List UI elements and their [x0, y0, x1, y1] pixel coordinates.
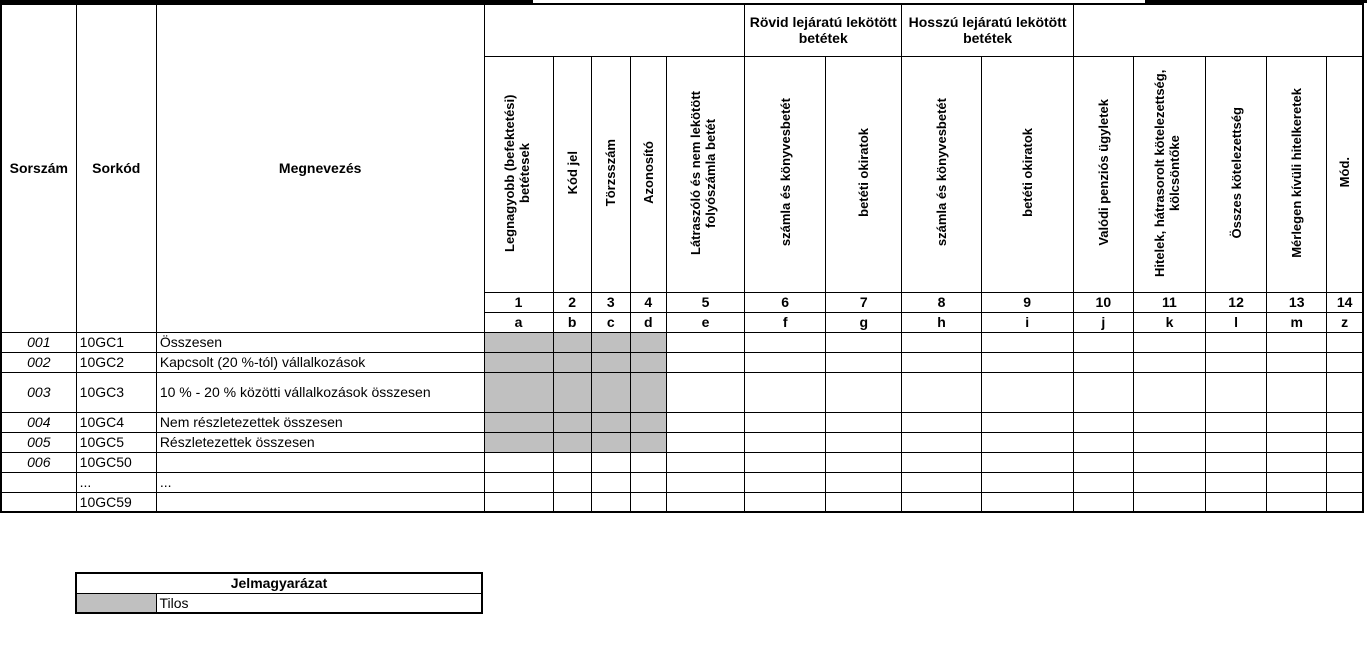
- col-letter-10: j: [1073, 312, 1133, 332]
- cell-disabled: [553, 412, 591, 432]
- legend-table: [75, 572, 483, 614]
- cell-input[interactable]: [591, 452, 630, 472]
- cell-disabled: [553, 332, 591, 352]
- cell-input[interactable]: [630, 472, 666, 492]
- table-row: [1, 432, 1363, 452]
- row-megnevezes[interactable]: [156, 452, 484, 472]
- header-group-short: Rövid lejáratú lekötött betétek: [745, 4, 902, 56]
- col-letter-4: d: [630, 312, 666, 332]
- legend-item-label: Tilos: [156, 593, 482, 613]
- col-label-13: Mérlegen kívüli hitelkeretek: [1289, 87, 1305, 258]
- col-letter-1: a: [484, 312, 553, 332]
- col-num-14: 14: [1327, 292, 1363, 312]
- cell-input[interactable]: [1327, 372, 1363, 412]
- header-sorkod: Sorkód: [76, 4, 156, 332]
- row-sorszam: 001: [1, 332, 76, 352]
- row-sorkod: 10GC1: [76, 332, 156, 352]
- col-label-4: Azonosító: [640, 141, 656, 204]
- row-sorkod: 10GC5: [76, 432, 156, 452]
- col-header-8: [902, 56, 981, 292]
- header-blank-left: [484, 4, 745, 56]
- cell-input[interactable]: [902, 412, 981, 432]
- col-num-2: 2: [553, 292, 591, 312]
- cell-input[interactable]: [484, 492, 553, 512]
- header-megnevezes: Megnevezés: [156, 4, 484, 332]
- col-letter-8: h: [902, 312, 981, 332]
- cell-input[interactable]: [553, 492, 591, 512]
- cell-input[interactable]: [1206, 452, 1267, 472]
- col-label-5: Látraszóló és nem lekötött folyószámla betét: [688, 90, 719, 255]
- cell-input[interactable]: [666, 492, 744, 512]
- cell-input[interactable]: [745, 412, 826, 432]
- row-megnevezes: Nem részletezettek összesen: [156, 412, 484, 432]
- table-row: [1, 492, 1363, 512]
- row-sorszam: 002: [1, 352, 76, 372]
- cell-input[interactable]: [826, 332, 902, 352]
- col-header-9: [981, 56, 1073, 292]
- col-label-11: Hitelek, hátrasorolt kötelezettség, kölcsöntőke: [1152, 68, 1183, 277]
- col-header-13: [1267, 56, 1327, 292]
- cell-input[interactable]: [1133, 492, 1205, 512]
- cell-input[interactable]: [1327, 472, 1363, 492]
- cell-disabled: [630, 352, 666, 372]
- cell-input[interactable]: [826, 412, 902, 432]
- col-num-7: 7: [826, 292, 902, 312]
- cell-input[interactable]: [745, 332, 826, 352]
- col-num-3: 3: [591, 292, 630, 312]
- cell-disabled: [630, 372, 666, 412]
- cell-input[interactable]: [1267, 432, 1327, 452]
- cell-input[interactable]: [1267, 452, 1327, 472]
- table-row: [1, 352, 1363, 372]
- row-megnevezes: 10 % - 20 % közötti vállalkozások összesen: [156, 372, 484, 412]
- cell-input[interactable]: [981, 432, 1073, 452]
- cell-input[interactable]: [1073, 412, 1133, 432]
- col-header-14: [1327, 56, 1363, 292]
- legend-title: Jelmagyarázat: [76, 573, 482, 593]
- row-sorszam: 003: [1, 372, 76, 412]
- cell-disabled: [484, 332, 553, 352]
- cell-input[interactable]: [630, 452, 666, 472]
- cell-input[interactable]: [902, 472, 981, 492]
- cell-input[interactable]: [666, 472, 744, 492]
- cell-input[interactable]: [745, 492, 826, 512]
- col-letter-6: f: [745, 312, 826, 332]
- cell-disabled: [484, 372, 553, 412]
- row-sorszam: 004: [1, 412, 76, 432]
- cell-disabled: [484, 432, 553, 452]
- cell-disabled: [553, 372, 591, 412]
- col-letter-2: b: [553, 312, 591, 332]
- cell-input[interactable]: [981, 372, 1073, 412]
- cell-input[interactable]: [1073, 472, 1133, 492]
- cell-input[interactable]: [745, 452, 826, 472]
- col-num-8: 8: [902, 292, 981, 312]
- cell-input[interactable]: [1073, 432, 1133, 452]
- cell-disabled: [484, 412, 553, 432]
- cell-input[interactable]: [1133, 412, 1205, 432]
- cell-input[interactable]: [745, 432, 826, 452]
- row-sorkod: 10GC3: [76, 372, 156, 412]
- cell-input[interactable]: [902, 352, 981, 372]
- cell-input[interactable]: [1206, 492, 1267, 512]
- row-sorkod: 10GC2: [76, 352, 156, 372]
- cell-input[interactable]: [1133, 472, 1205, 492]
- col-letter-3: c: [591, 312, 630, 332]
- cell-input[interactable]: [902, 492, 981, 512]
- cell-input[interactable]: [1206, 352, 1267, 372]
- cell-input[interactable]: [981, 412, 1073, 432]
- col-letter-9: i: [981, 312, 1073, 332]
- cell-input[interactable]: [1267, 372, 1327, 412]
- cell-input[interactable]: [666, 332, 744, 352]
- cell-input[interactable]: [1206, 332, 1267, 352]
- cell-input[interactable]: [484, 472, 553, 492]
- cell-input[interactable]: [666, 452, 744, 472]
- col-num-12: 12: [1206, 292, 1267, 312]
- row-megnevezes: Összesen: [156, 332, 484, 352]
- cell-input[interactable]: [1073, 332, 1133, 352]
- col-label-2: Kód jel: [564, 150, 580, 195]
- col-num-9: 9: [981, 292, 1073, 312]
- report-table: [0, 3, 1364, 513]
- cell-disabled: [484, 352, 553, 372]
- row-sorkod: 10GC50: [76, 452, 156, 472]
- cell-input[interactable]: [902, 372, 981, 412]
- col-label-6: számla és könyvesbetét: [777, 98, 793, 247]
- table-row: [1, 412, 1363, 432]
- header-sorszam: Sorszám: [1, 4, 76, 332]
- cell-disabled: [591, 352, 630, 372]
- cell-input[interactable]: [1073, 352, 1133, 372]
- col-header-12: [1206, 56, 1267, 292]
- cell-input[interactable]: [1327, 432, 1363, 452]
- col-num-11: 11: [1133, 292, 1205, 312]
- cell-input[interactable]: [902, 332, 981, 352]
- cell-input[interactable]: [1267, 472, 1327, 492]
- row-sorszam: 005: [1, 432, 76, 452]
- cell-input[interactable]: [1206, 432, 1267, 452]
- col-header-7: [826, 56, 902, 292]
- col-header-11: [1133, 56, 1205, 292]
- row-megnevezes: Kapcsolt (20 %-tól) vállalkozások: [156, 352, 484, 372]
- cell-disabled: [591, 332, 630, 352]
- cell-input[interactable]: [981, 352, 1073, 372]
- col-header-5: [666, 56, 744, 292]
- col-num-4: 4: [630, 292, 666, 312]
- cell-input[interactable]: [591, 492, 630, 512]
- col-letter-11: k: [1133, 312, 1205, 332]
- cell-input[interactable]: [1267, 332, 1327, 352]
- col-letter-7: g: [826, 312, 902, 332]
- col-header-4: [630, 56, 666, 292]
- table-row: [1, 372, 1363, 412]
- col-label-12: Összes kötelezettség: [1228, 106, 1244, 239]
- cell-input[interactable]: [981, 492, 1073, 512]
- cell-input[interactable]: [553, 452, 591, 472]
- col-label-3: Törzsszám: [603, 138, 619, 207]
- cell-input[interactable]: [745, 472, 826, 492]
- cell-input[interactable]: [902, 452, 981, 472]
- cell-input[interactable]: [826, 492, 902, 512]
- cell-input[interactable]: [826, 432, 902, 452]
- cell-input[interactable]: [745, 372, 826, 412]
- row-sorszam: [1, 472, 76, 492]
- cell-input[interactable]: [1133, 372, 1205, 412]
- legend-swatch: [76, 593, 156, 613]
- cell-input[interactable]: [1073, 452, 1133, 472]
- cell-input[interactable]: [1327, 452, 1363, 472]
- cell-input[interactable]: [484, 452, 553, 472]
- row-sorkod: ...: [76, 472, 156, 492]
- cell-input[interactable]: [826, 472, 902, 492]
- col-header-1: [484, 56, 553, 292]
- cell-input[interactable]: [1327, 412, 1363, 432]
- cell-input[interactable]: [826, 352, 902, 372]
- row-sorkod: 10GC59: [76, 492, 156, 512]
- cell-input[interactable]: [553, 472, 591, 492]
- cell-input[interactable]: [1267, 352, 1327, 372]
- cell-input[interactable]: [981, 332, 1073, 352]
- cell-input[interactable]: [1133, 432, 1205, 452]
- col-header-6: [745, 56, 826, 292]
- cell-input[interactable]: [981, 452, 1073, 472]
- col-label-10: Valódi penziós ügyletek: [1095, 99, 1111, 246]
- row-megnevezes: ...: [156, 472, 484, 492]
- col-label-7: betéti okiratok: [856, 128, 872, 217]
- col-header-2: [553, 56, 591, 292]
- cell-input[interactable]: [1133, 452, 1205, 472]
- col-label-9: betéti okiratok: [1019, 128, 1035, 217]
- row-sorszam: [1, 492, 76, 512]
- cell-disabled: [630, 432, 666, 452]
- cell-input[interactable]: [666, 412, 744, 432]
- cell-input[interactable]: [1073, 372, 1133, 412]
- table-row: [1, 332, 1363, 352]
- cell-input[interactable]: [1327, 332, 1363, 352]
- cell-input[interactable]: [745, 352, 826, 372]
- cell-input[interactable]: [1267, 412, 1327, 432]
- cell-input[interactable]: [666, 352, 744, 372]
- col-num-6: 6: [745, 292, 826, 312]
- cell-disabled: [553, 432, 591, 452]
- col-num-1: 1: [484, 292, 553, 312]
- cell-disabled: [591, 412, 630, 432]
- col-header-3: [591, 56, 630, 292]
- col-header-10: [1073, 56, 1133, 292]
- cell-input[interactable]: [666, 432, 744, 452]
- col-label-1: Legnagyobb (befektetési) betétesek: [501, 93, 532, 252]
- cell-disabled: [591, 372, 630, 412]
- col-label-8: számla és könyvesbetét: [933, 98, 949, 247]
- cell-input[interactable]: [826, 452, 902, 472]
- cell-input[interactable]: [981, 472, 1073, 492]
- row-megnevezes[interactable]: [156, 492, 484, 512]
- col-label-14: Mód.: [1337, 157, 1353, 188]
- col-letter-13: m: [1267, 312, 1327, 332]
- cell-input[interactable]: [1327, 492, 1363, 512]
- col-num-5: 5: [666, 292, 744, 312]
- col-num-10: 10: [1073, 292, 1133, 312]
- cell-input[interactable]: [1133, 352, 1205, 372]
- table-row: [1, 472, 1363, 492]
- cell-disabled: [553, 352, 591, 372]
- header-blank-right: [1073, 4, 1363, 56]
- row-sorszam: 006: [1, 452, 76, 472]
- cell-input[interactable]: [1206, 412, 1267, 432]
- cell-input[interactable]: [1267, 492, 1327, 512]
- cell-input[interactable]: [826, 372, 902, 412]
- col-letter-5: e: [666, 312, 744, 332]
- header-group-long: Hosszú lejáratú lekötött betétek: [902, 4, 1073, 56]
- cell-input[interactable]: [1073, 492, 1133, 512]
- cell-input[interactable]: [902, 432, 981, 452]
- col-num-13: 13: [1267, 292, 1327, 312]
- cell-disabled: [591, 432, 630, 452]
- cell-input[interactable]: [630, 492, 666, 512]
- cell-input[interactable]: [1206, 472, 1267, 492]
- cell-input[interactable]: [1327, 352, 1363, 372]
- cell-disabled: [630, 412, 666, 432]
- col-letter-12: l: [1206, 312, 1267, 332]
- cell-input[interactable]: [1206, 372, 1267, 412]
- cell-disabled: [630, 332, 666, 352]
- row-megnevezes: Részletezettek összesen: [156, 432, 484, 452]
- col-letter-14: z: [1327, 312, 1363, 332]
- cell-input[interactable]: [1133, 332, 1205, 352]
- cell-input[interactable]: [591, 472, 630, 492]
- table-row: [1, 452, 1363, 472]
- cell-input[interactable]: [666, 372, 744, 412]
- row-sorkod: 10GC4: [76, 412, 156, 432]
